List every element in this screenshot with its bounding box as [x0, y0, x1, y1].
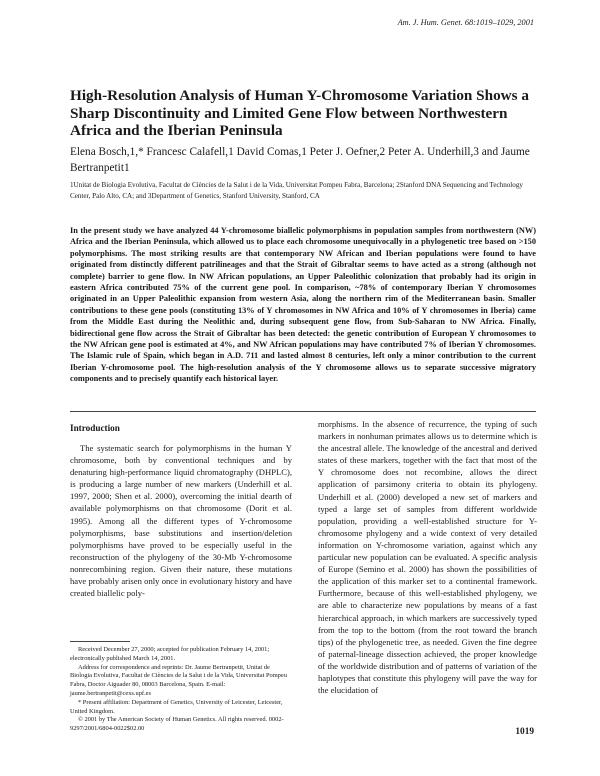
footnote-copyright: © 2001 by The American Society of Human Genetics. All rights reserved. 0002-9297/2001/6804-0022$02.00: [70, 716, 284, 733]
author-affiliations: 1Unitat de Biologia Evolutiva, Facultat de Ciències de la Salut i de la Vida, Universitat Pompeu Fabra, Barcelona; 2Stanford DNA Sequencing and Technology Center, Palo Alto, CA; and 3Department of Genetics, Stanford University, Stanford, CA: [70, 181, 523, 200]
author-list: Elena Bosch,1,* Francesc Calafell,1 David Comas,1 Peter J. Oefner,2 Peter A. Underhill,3 and Jaume Bertranpetit1: [70, 146, 530, 174]
intro-paragraph-continued: morphisms. In the absence of recurrence, the typing of such markers in nonhuman primates allows us to determine which is the ancestral allele. The knowledge of the ancestral and derived states of these markers, together with the fact that most of the Y chromosome does not recombine, allows the direct application of parsimony criteria to obtain its phylogeny. Underhill et al. (2000) developed a new set of markers and typed a large set of samples from different worldwide population, providing a well-established structure for Y-chromosome phylogeny and a wide context of very detailed information on Y-chromosome variation, against which any particular new population can be evaluated. A specific analysis of Europe (Semino et al. 2000) has shown the possibilities of the application of this marker set to a continental framework. Furthermore, because of this well-established phylogeny, we are able to characterize new populations by means of a fast hierarchical approach, in which markers are successively typed from the top to the bottom (from the root toward the branch tips) of the phylogenetic tree, as needed. Given the fine degree of paternal-lineage dissection achieved, the proper knowledge of the worldwide distribution and of patterns of variation of the haplotypes that constitute this phylogeny will pave the way for the elucidation of: [318, 419, 537, 696]
footnote-divider: [70, 641, 130, 642]
left-column: [70, 442, 292, 599]
footnote-correspondence: Address for correspondence and reprints: Dr. Jaume Bertranpetit, Unitat de Biologia Evolutiva, Facultat de Ciències de la Salut i de la Vida, Universitat Pompeu Fabra, Doctor Aiguader 80, 08003 Barcelona, Spain. E-mail: jaume.bertranpetit@cexs.upf.es: [70, 663, 287, 697]
abstract: In the present study we have analyzed 44 Y-chromosome biallelic polymorphisms in population samples from northwestern (NW) Africa and the Iberian Peninsula, which allowed us to place each chromosome unequivocally in a phylogenetic tree based on >150 polymorphisms. The most striking results are that contemporary NW African and Iberian populations were found to have originated from distinctly different patrilineages and that the Strait of Gibraltar seems to have acted as a strong (although not complete) barrier to gene flow. In NW African populations, an Upper Paleolithic colonization that probably had its origin in eastern Africa contributed 75% of the current gene pool. In comparison, ~78% of contemporary Iberian Y chromosomes originated in an Upper Paleolithic expansion from western Asia, along the northern rim of the Mediterranean basin. Smaller contributions to these gene pools (constituting 13% of Y chromosomes in NW Africa and 10% of Y chromosomes in Iberia) came from the Middle East during the Neolithic and, during subsequent gene flow, from Sub-Saharan to NW Africa. Finally, bidirectional gene flow across the Strait of Gibraltar has been detected: the genetic contribution of European Y chromosomes to the NW African gene pool is estimated at 4%, and NW African populations may have contributed 7% of Iberian Y chromosomes. The Islamic rule of Spain, which began in A.D. 711 and lasted almost 8 centuries, left only a minor contribution to the current Iberian Y-chromosome pool. The high-resolution analysis of the Y chromosome allows us to separate successive migratory components and to precisely quantify each historical layer.: [70, 226, 536, 384]
footnotes: [70, 646, 292, 734]
running-head: Am. J. Hum. Genet. 68:1019–1029, 2001: [397, 18, 534, 27]
abstract-divider: [70, 411, 536, 412]
page-number: 1019: [515, 727, 534, 737]
right-column: [318, 418, 537, 696]
footnote-received: Received December 27, 2000; accepted for publication February 14, 2001; electronically published March 14, 2001.: [70, 646, 270, 662]
article-title: High-Resolution Analysis of Human Y-Chromosome Variation Shows a Sharp Discontinuity and Limited Gene Flow between Northwestern Africa and the Iberian Peninsula: [70, 87, 529, 139]
section-heading-introduction: Introduction: [70, 423, 120, 433]
footnote-present-affiliation: * Present affiliation: Department of Genetics, University of Leicester, Leicester, United Kingdom.: [70, 698, 283, 715]
intro-paragraph: The systematic search for polymorphisms in the human Y chromosome, both by conventional techniques and by denaturing high-performance liquid chromatography (DHPLC), is producing a large number of new markers (Underhill et al. 1997, 2000; Shen et al. 2000), overcoming the initial dearth of available polymorphisms on that chromosome (Dorit et al. 1995). Among all the different types of Y-chromosome polymorphisms, base substitutions and insertion/deletion polymorphisms have proved to be especially useful in the reconstruction of the phylogeny of the 30-Mb Y-chromosome nonrecombining region. Given their nature, these mutations have probably arisen only once in evolutionary history and have created biallelic poly-: [70, 443, 292, 599]
